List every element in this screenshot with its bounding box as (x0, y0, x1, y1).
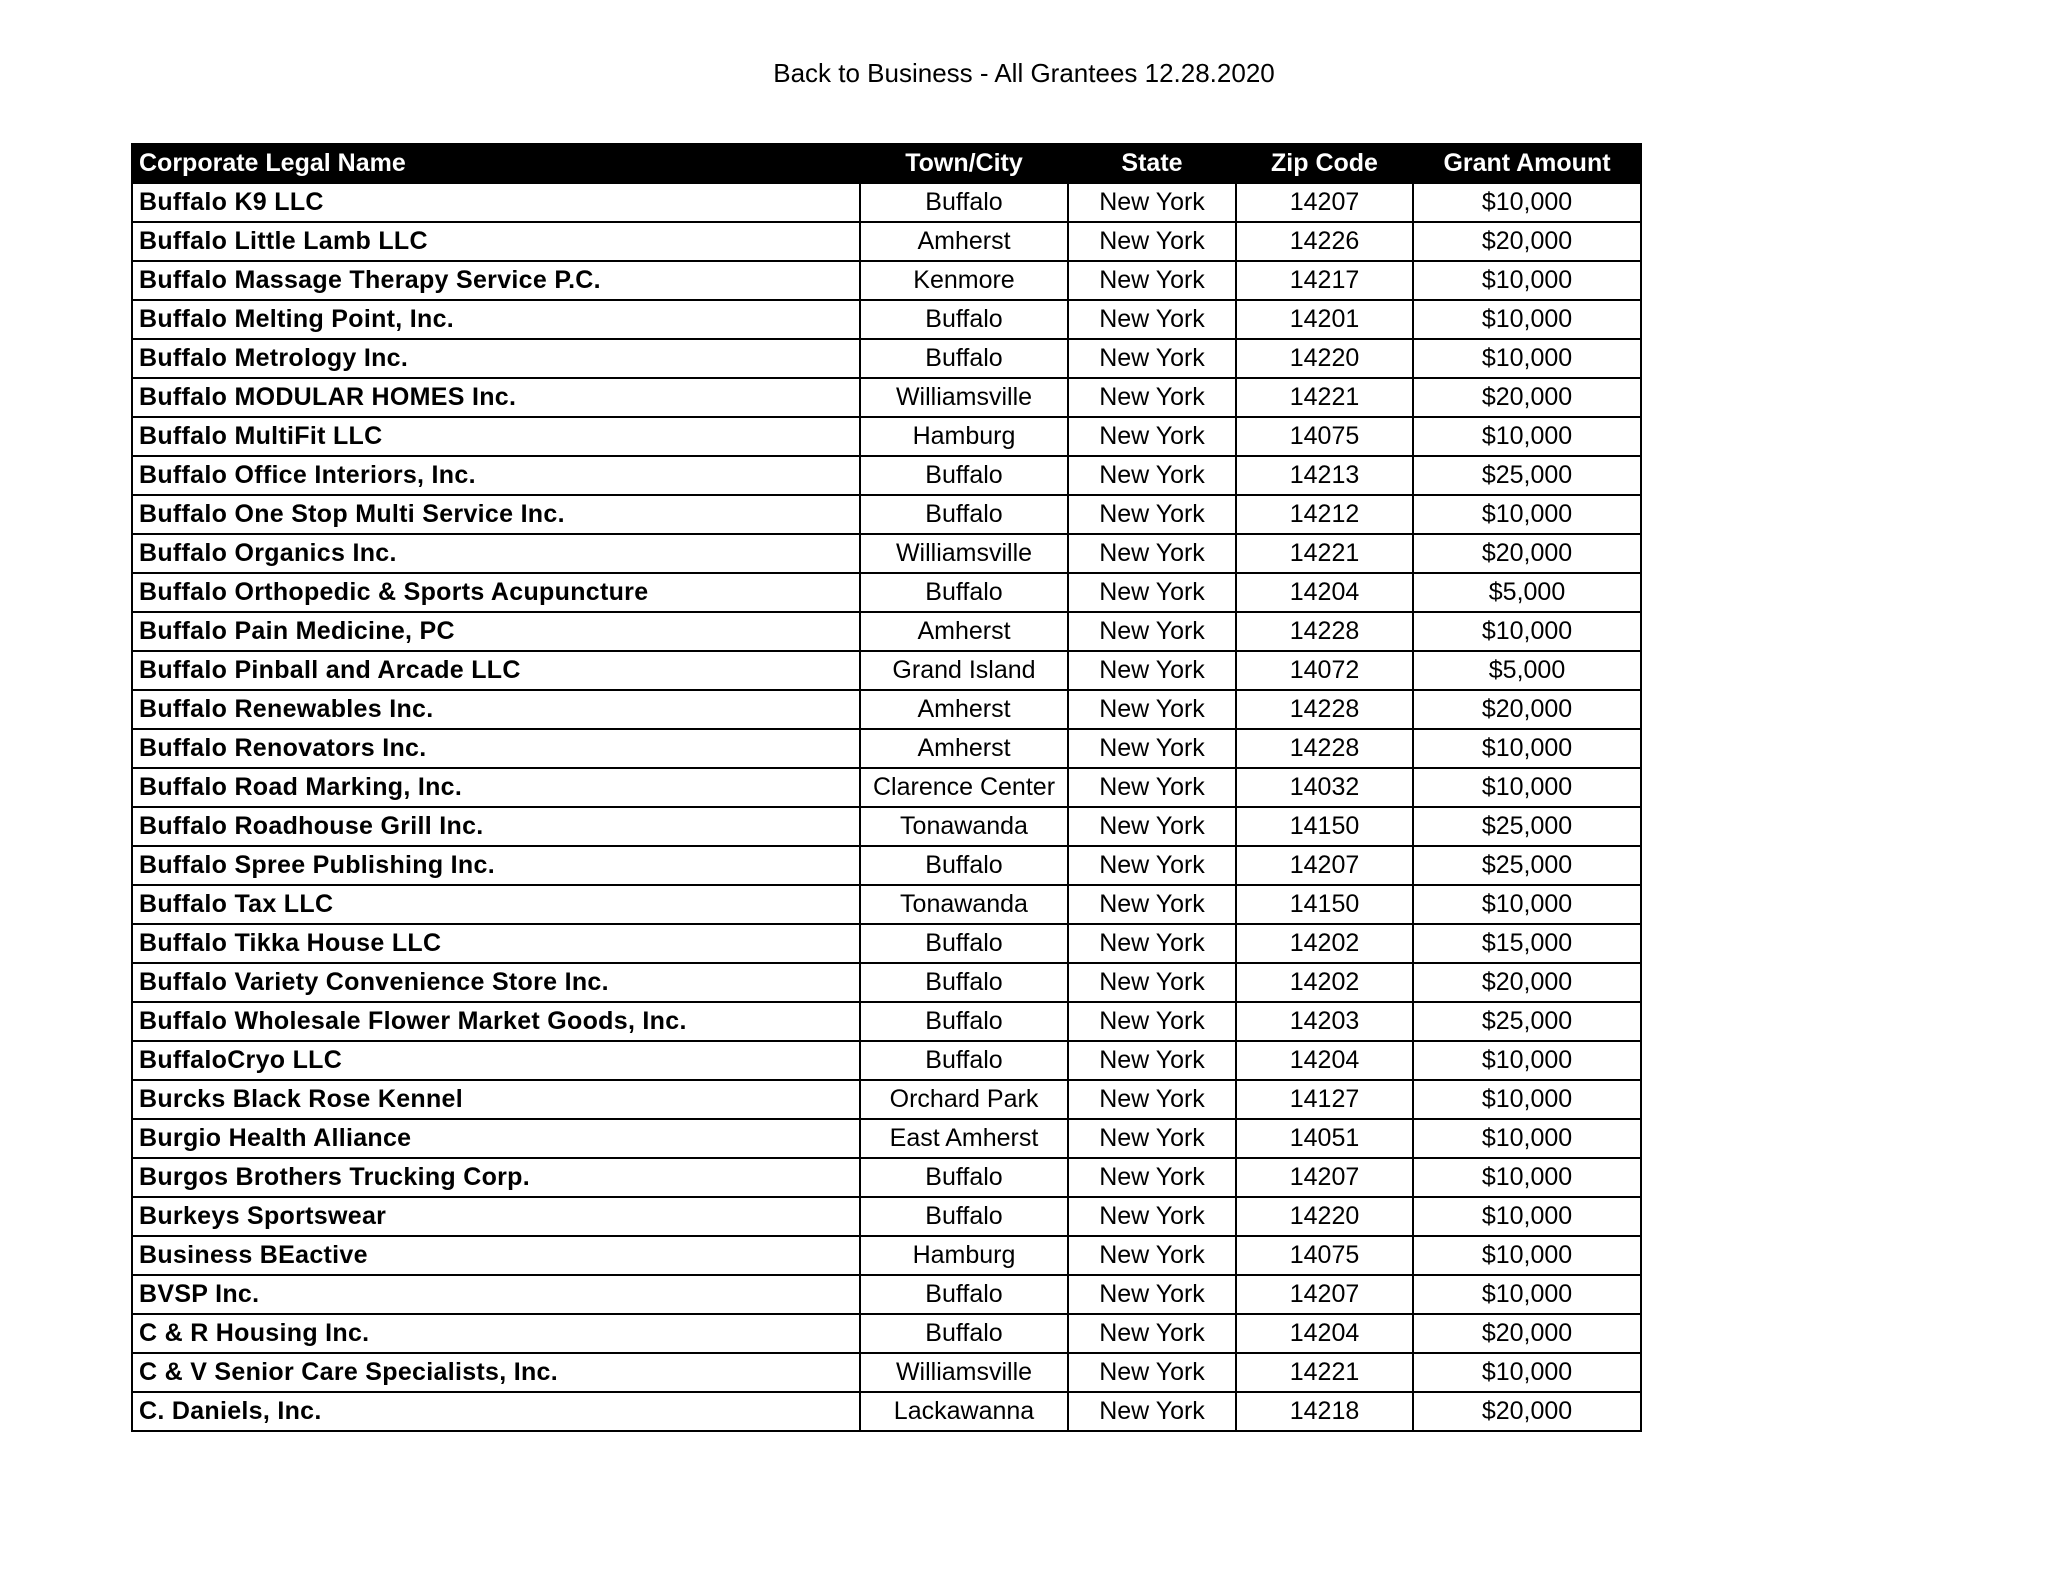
corporate-legal-name-cell: Buffalo Tax LLC (132, 885, 860, 924)
table-row (132, 573, 1641, 612)
table-row (132, 1314, 1641, 1353)
state-cell: New York (1068, 1041, 1236, 1080)
zip-code-cell: 14213 (1236, 456, 1413, 495)
state-cell: New York (1068, 885, 1236, 924)
zip-code-cell: 14150 (1236, 807, 1413, 846)
grant-amount-cell: $25,000 (1413, 1002, 1641, 1041)
table-row (132, 300, 1641, 339)
zip-code-cell: 14072 (1236, 651, 1413, 690)
zip-code-cell: 14032 (1236, 768, 1413, 807)
grant-amount-cell: $10,000 (1413, 885, 1641, 924)
grant-amount-cell: $15,000 (1413, 924, 1641, 963)
state-cell: New York (1068, 261, 1236, 300)
corporate-legal-name-cell: Buffalo Melting Point, Inc. (132, 300, 860, 339)
corporate-legal-name-cell: Buffalo Wholesale Flower Market Goods, Inc. (132, 1002, 860, 1041)
corporate-legal-name-cell: Buffalo Renovators Inc. (132, 729, 860, 768)
state-cell: New York (1068, 612, 1236, 651)
town-city-cell: Buffalo (860, 1314, 1068, 1353)
town-city-cell: Tonawanda (860, 885, 1068, 924)
table-row (132, 495, 1641, 534)
state-cell: New York (1068, 339, 1236, 378)
zip-code-cell: 14207 (1236, 1275, 1413, 1314)
town-city-cell: Buffalo (860, 1275, 1068, 1314)
zip-code-cell: 14221 (1236, 378, 1413, 417)
zip-code-cell: 14207 (1236, 183, 1413, 222)
corporate-legal-name-cell: C & V Senior Care Specialists, Inc. (132, 1353, 860, 1392)
table-row (132, 222, 1641, 261)
zip-code-cell: 14201 (1236, 300, 1413, 339)
column-header-grant-amount: Grant Amount (1413, 144, 1641, 183)
town-city-cell: Williamsville (860, 1353, 1068, 1392)
state-cell: New York (1068, 924, 1236, 963)
corporate-legal-name-cell: Buffalo Renewables Inc. (132, 690, 860, 729)
table-row (132, 1119, 1641, 1158)
grant-amount-cell: $5,000 (1413, 573, 1641, 612)
corporate-legal-name-cell: Buffalo Variety Convenience Store Inc. (132, 963, 860, 1002)
table-row (132, 417, 1641, 456)
table-row (132, 456, 1641, 495)
grant-amount-cell: $25,000 (1413, 807, 1641, 846)
corporate-legal-name-cell: C. Daniels, Inc. (132, 1392, 860, 1431)
town-city-cell: Buffalo (860, 846, 1068, 885)
zip-code-cell: 14220 (1236, 1197, 1413, 1236)
grant-amount-cell: $20,000 (1413, 534, 1641, 573)
corporate-legal-name-cell: Buffalo Spree Publishing Inc. (132, 846, 860, 885)
zip-code-cell: 14204 (1236, 1314, 1413, 1353)
corporate-legal-name-cell: Buffalo K9 LLC (132, 183, 860, 222)
town-city-cell: East Amherst (860, 1119, 1068, 1158)
town-city-cell: Amherst (860, 612, 1068, 651)
corporate-legal-name-cell: Buffalo Roadhouse Grill Inc. (132, 807, 860, 846)
table-row (132, 1392, 1641, 1431)
grant-amount-cell: $10,000 (1413, 1119, 1641, 1158)
state-cell: New York (1068, 222, 1236, 261)
table-row (132, 1236, 1641, 1275)
zip-code-cell: 14203 (1236, 1002, 1413, 1041)
grantees-table (131, 143, 1642, 1432)
zip-code-cell: 14228 (1236, 612, 1413, 651)
state-cell: New York (1068, 1236, 1236, 1275)
grant-amount-cell: $10,000 (1413, 1275, 1641, 1314)
table-row (132, 768, 1641, 807)
corporate-legal-name-cell: Buffalo Tikka House LLC (132, 924, 860, 963)
town-city-cell: Buffalo (860, 183, 1068, 222)
town-city-cell: Buffalo (860, 573, 1068, 612)
state-cell: New York (1068, 495, 1236, 534)
town-city-cell: Orchard Park (860, 1080, 1068, 1119)
grant-amount-cell: $20,000 (1413, 222, 1641, 261)
column-header-corporate-legal-name: Corporate Legal Name (132, 144, 860, 183)
town-city-cell: Buffalo (860, 1002, 1068, 1041)
corporate-legal-name-cell: Burgio Health Alliance (132, 1119, 860, 1158)
corporate-legal-name-cell: BVSP Inc. (132, 1275, 860, 1314)
corporate-legal-name-cell: Buffalo Orthopedic & Sports Acupuncture (132, 573, 860, 612)
town-city-cell: Kenmore (860, 261, 1068, 300)
corporate-legal-name-cell: Burkeys Sportswear (132, 1197, 860, 1236)
town-city-cell: Buffalo (860, 300, 1068, 339)
zip-code-cell: 14204 (1236, 573, 1413, 612)
town-city-cell: Buffalo (860, 495, 1068, 534)
table-row (132, 885, 1641, 924)
table-row (132, 963, 1641, 1002)
state-cell: New York (1068, 456, 1236, 495)
zip-code-cell: 14202 (1236, 963, 1413, 1002)
corporate-legal-name-cell: Buffalo Pinball and Arcade LLC (132, 651, 860, 690)
town-city-cell: Buffalo (860, 339, 1068, 378)
zip-code-cell: 14220 (1236, 339, 1413, 378)
table-row (132, 651, 1641, 690)
corporate-legal-name-cell: Buffalo Metrology Inc. (132, 339, 860, 378)
zip-code-cell: 14221 (1236, 1353, 1413, 1392)
corporate-legal-name-cell: Buffalo MultiFit LLC (132, 417, 860, 456)
corporate-legal-name-cell: Buffalo Road Marking, Inc. (132, 768, 860, 807)
state-cell: New York (1068, 768, 1236, 807)
zip-code-cell: 14207 (1236, 1158, 1413, 1197)
town-city-cell: Amherst (860, 690, 1068, 729)
table-row (132, 729, 1641, 768)
corporate-legal-name-cell: Buffalo One Stop Multi Service Inc. (132, 495, 860, 534)
state-cell: New York (1068, 1353, 1236, 1392)
town-city-cell: Amherst (860, 222, 1068, 261)
table-row (132, 1041, 1641, 1080)
state-cell: New York (1068, 573, 1236, 612)
page-title: Back to Business - All Grantees 12.28.2020 (773, 58, 1275, 88)
zip-code-cell: 14228 (1236, 690, 1413, 729)
state-cell: New York (1068, 534, 1236, 573)
table-row (132, 924, 1641, 963)
town-city-cell: Buffalo (860, 456, 1068, 495)
state-cell: New York (1068, 378, 1236, 417)
state-cell: New York (1068, 1002, 1236, 1041)
town-city-cell: Clarence Center (860, 768, 1068, 807)
corporate-legal-name-cell: C & R Housing Inc. (132, 1314, 860, 1353)
grant-amount-cell: $10,000 (1413, 1197, 1641, 1236)
table-row (132, 807, 1641, 846)
grant-amount-cell: $20,000 (1413, 963, 1641, 1002)
state-cell: New York (1068, 417, 1236, 456)
zip-code-cell: 14051 (1236, 1119, 1413, 1158)
grant-amount-cell: $10,000 (1413, 1236, 1641, 1275)
town-city-cell: Tonawanda (860, 807, 1068, 846)
table-row (132, 1353, 1641, 1392)
town-city-cell: Williamsville (860, 378, 1068, 417)
corporate-legal-name-cell: Buffalo Organics Inc. (132, 534, 860, 573)
state-cell: New York (1068, 1158, 1236, 1197)
town-city-cell: Buffalo (860, 963, 1068, 1002)
corporate-legal-name-cell: Buffalo Pain Medicine, PC (132, 612, 860, 651)
zip-code-cell: 14075 (1236, 417, 1413, 456)
table-row (132, 339, 1641, 378)
table-row (132, 1275, 1641, 1314)
corporate-legal-name-cell: BuffaloCryo LLC (132, 1041, 860, 1080)
table-row (132, 261, 1641, 300)
table-row (132, 612, 1641, 651)
zip-code-cell: 14207 (1236, 846, 1413, 885)
grant-amount-cell: $10,000 (1413, 612, 1641, 651)
state-cell: New York (1068, 1314, 1236, 1353)
header-row (132, 144, 1641, 183)
column-header-state: State (1068, 144, 1236, 183)
town-city-cell: Hamburg (860, 417, 1068, 456)
town-city-cell: Lackawanna (860, 1392, 1068, 1431)
table-row (132, 378, 1641, 417)
table-row (132, 690, 1641, 729)
zip-code-cell: 14228 (1236, 729, 1413, 768)
state-cell: New York (1068, 1275, 1236, 1314)
town-city-cell: Grand Island (860, 651, 1068, 690)
table-header (132, 144, 1641, 183)
corporate-legal-name-cell: Burgos Brothers Trucking Corp. (132, 1158, 860, 1197)
table-row (132, 1002, 1641, 1041)
state-cell: New York (1068, 690, 1236, 729)
grant-amount-cell: $25,000 (1413, 846, 1641, 885)
corporate-legal-name-cell: Buffalo Little Lamb LLC (132, 222, 860, 261)
state-cell: New York (1068, 651, 1236, 690)
grant-amount-cell: $10,000 (1413, 729, 1641, 768)
grant-amount-cell: $10,000 (1413, 339, 1641, 378)
table-row (132, 534, 1641, 573)
grant-amount-cell: $20,000 (1413, 1314, 1641, 1353)
grant-amount-cell: $20,000 (1413, 690, 1641, 729)
state-cell: New York (1068, 1080, 1236, 1119)
corporate-legal-name-cell: Buffalo Massage Therapy Service P.C. (132, 261, 860, 300)
zip-code-cell: 14212 (1236, 495, 1413, 534)
table-row (132, 183, 1641, 222)
column-header-town-city: Town/City (860, 144, 1068, 183)
grant-amount-cell: $10,000 (1413, 1041, 1641, 1080)
zip-code-cell: 14202 (1236, 924, 1413, 963)
grant-amount-cell: $10,000 (1413, 1080, 1641, 1119)
state-cell: New York (1068, 183, 1236, 222)
grant-amount-cell: $20,000 (1413, 378, 1641, 417)
state-cell: New York (1068, 807, 1236, 846)
town-city-cell: Amherst (860, 729, 1068, 768)
table-row (132, 846, 1641, 885)
grant-amount-cell: $10,000 (1413, 495, 1641, 534)
grant-amount-cell: $10,000 (1413, 183, 1641, 222)
table-row (132, 1197, 1641, 1236)
column-header-zip-code: Zip Code (1236, 144, 1413, 183)
town-city-cell: Hamburg (860, 1236, 1068, 1275)
grant-amount-cell: $10,000 (1413, 1353, 1641, 1392)
zip-code-cell: 14127 (1236, 1080, 1413, 1119)
grant-amount-cell: $10,000 (1413, 300, 1641, 339)
grant-amount-cell: $10,000 (1413, 417, 1641, 456)
zip-code-cell: 14221 (1236, 534, 1413, 573)
town-city-cell: Buffalo (860, 1197, 1068, 1236)
town-city-cell: Buffalo (860, 1041, 1068, 1080)
corporate-legal-name-cell: Burcks Black Rose Kennel (132, 1080, 860, 1119)
grant-amount-cell: $25,000 (1413, 456, 1641, 495)
corporate-legal-name-cell: Buffalo Office Interiors, Inc. (132, 456, 860, 495)
state-cell: New York (1068, 300, 1236, 339)
town-city-cell: Buffalo (860, 924, 1068, 963)
state-cell: New York (1068, 846, 1236, 885)
table-row (132, 1080, 1641, 1119)
state-cell: New York (1068, 1119, 1236, 1158)
zip-code-cell: 14204 (1236, 1041, 1413, 1080)
grant-amount-cell: $5,000 (1413, 651, 1641, 690)
zip-code-cell: 14218 (1236, 1392, 1413, 1431)
town-city-cell: Buffalo (860, 1158, 1068, 1197)
grant-amount-cell: $10,000 (1413, 261, 1641, 300)
state-cell: New York (1068, 729, 1236, 768)
state-cell: New York (1068, 963, 1236, 1002)
zip-code-cell: 14226 (1236, 222, 1413, 261)
zip-code-cell: 14075 (1236, 1236, 1413, 1275)
table-body (132, 183, 1641, 1431)
grant-amount-cell: $20,000 (1413, 1392, 1641, 1431)
zip-code-cell: 14217 (1236, 261, 1413, 300)
table-row (132, 1158, 1641, 1197)
corporate-legal-name-cell: Business BEactive (132, 1236, 860, 1275)
grant-amount-cell: $10,000 (1413, 1158, 1641, 1197)
town-city-cell: Williamsville (860, 534, 1068, 573)
state-cell: New York (1068, 1197, 1236, 1236)
zip-code-cell: 14150 (1236, 885, 1413, 924)
grant-amount-cell: $10,000 (1413, 768, 1641, 807)
corporate-legal-name-cell: Buffalo MODULAR HOMES Inc. (132, 378, 860, 417)
state-cell: New York (1068, 1392, 1236, 1431)
